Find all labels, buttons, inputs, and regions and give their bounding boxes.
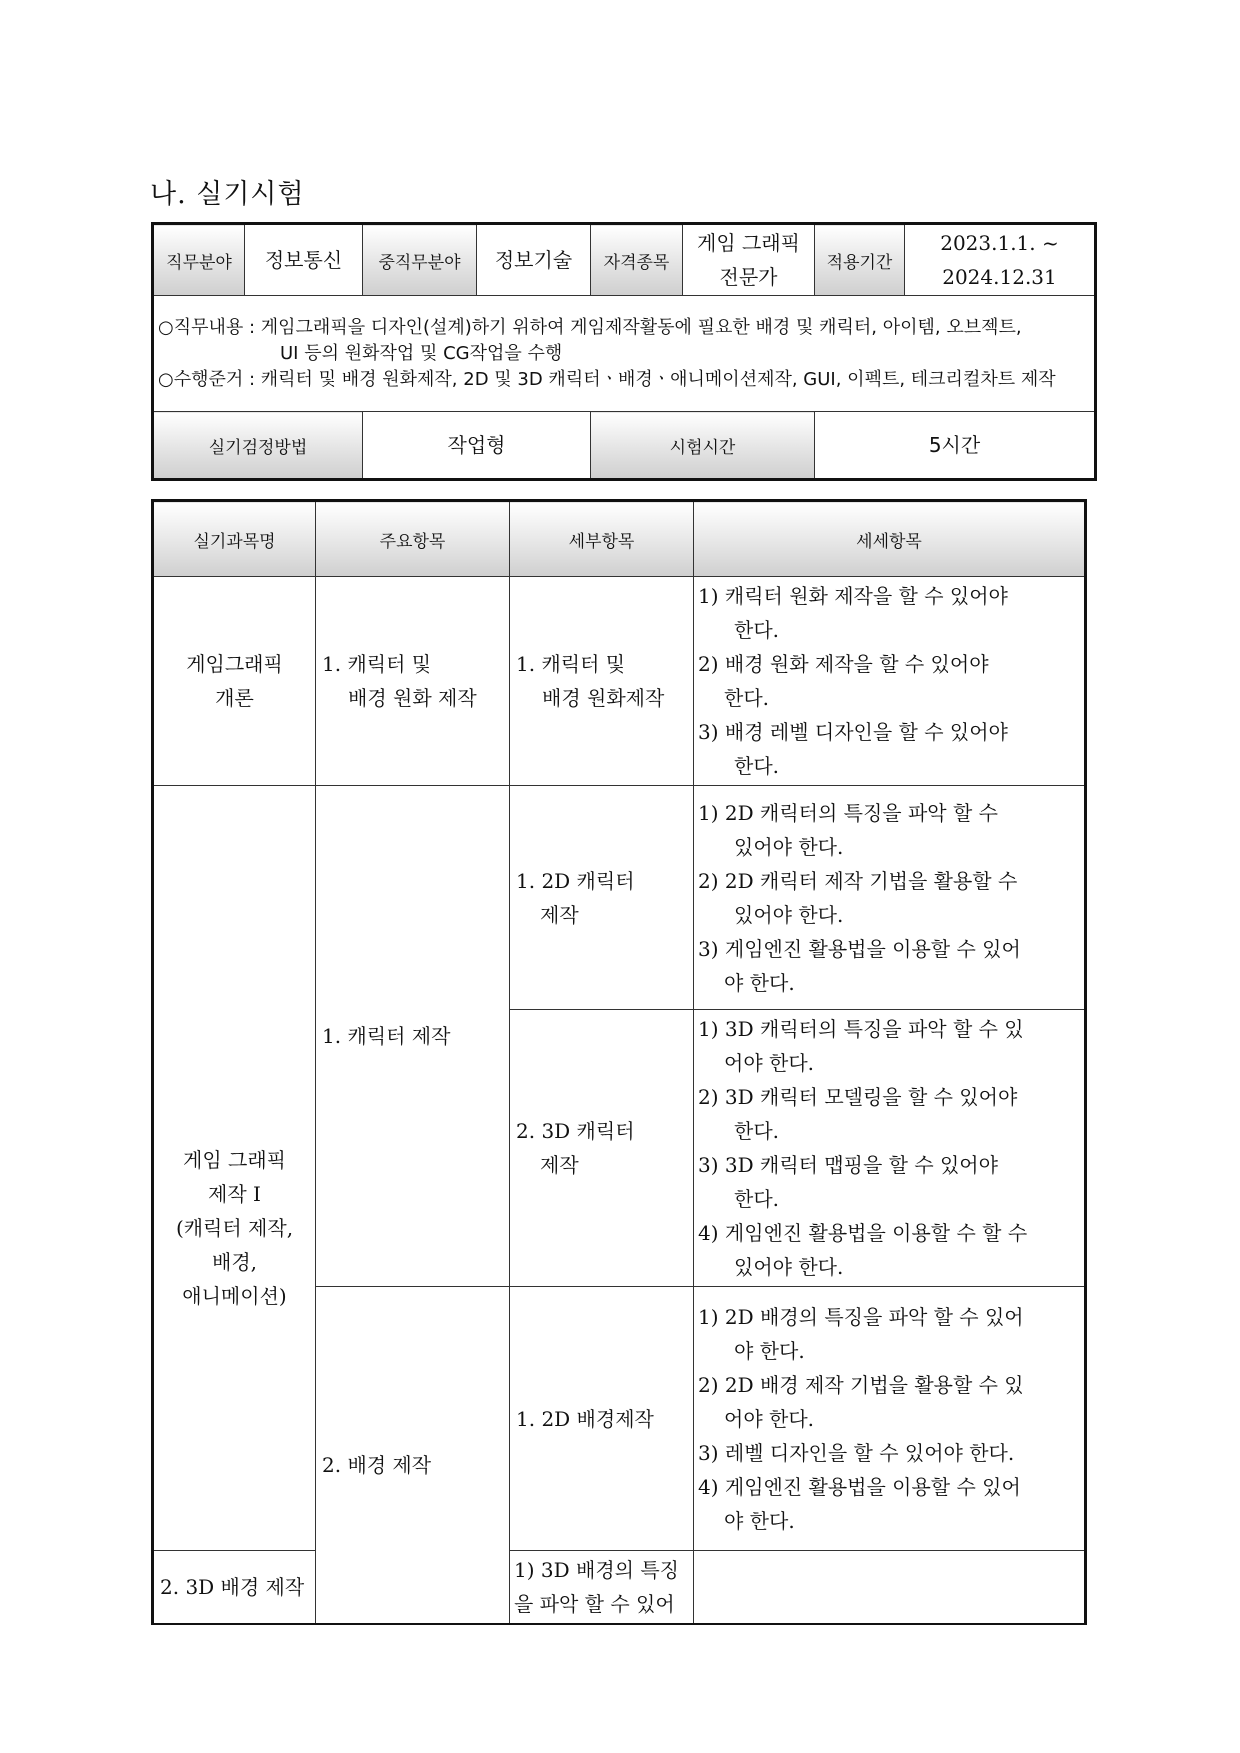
detail-item: 2) 2D 배경 제작 기법을 활용할 수 있 어야 한다. [698, 1372, 1024, 1431]
detail-item: 1) 3D 배경의 특징을 파악 할 수 있어 [514, 1558, 679, 1616]
qualification-value-line1: 게임 그래픽 [697, 231, 800, 255]
subject-line: 게임그래픽 [186, 652, 283, 676]
header-subject: 실기과목명 [153, 501, 316, 577]
header-main-item: 주요항목 [316, 501, 510, 577]
sub-field-label: 중직무분야 [363, 224, 477, 296]
main-item-cell [316, 1287, 510, 1625]
main-item-cell [316, 577, 510, 786]
period-line1: 2023.1.1. ~ [940, 231, 1059, 255]
criteria-line: ○수행준거 : 캐릭터 및 배경 원화제작, 2D 및 3D 캐릭터ㆍ배경ㆍ애니메이션제작, GUI, 이펙트, 테크리컬차트 제작 [158, 368, 1056, 390]
subject-cell [153, 577, 316, 786]
detail-item: 3) 게임엔진 활용법을 이용할 수 있어 야 한다. [698, 936, 1021, 995]
main-item-line: 1. 캐릭터 제작 [322, 1024, 451, 1048]
detail-item: 3) 3D 캐릭터 맵핑을 할 수 있어야 한다. [698, 1153, 998, 1211]
main-item-cell [316, 786, 510, 1287]
sub-item-line: 2. 3D 배경 제작 [160, 1575, 305, 1599]
sub-item-cell [510, 1287, 694, 1551]
detail-item-cell [510, 1551, 694, 1625]
duty-description [153, 296, 1096, 412]
table-row [153, 577, 1086, 786]
qualification-label: 자격종목 [591, 224, 683, 296]
header-sub-item: 세부항목 [510, 501, 694, 577]
detail-item-cell [694, 1287, 1086, 1551]
time-value: 5시간 [815, 412, 1096, 480]
table-row [153, 786, 1086, 1010]
sub-item-line: 배경 원화제작 [542, 686, 665, 710]
detail-item: 3) 배경 레벨 디자인을 할 수 있어야 한다. [698, 720, 1008, 778]
sub-item-cell [510, 1010, 694, 1287]
subject-line: 게임 그래픽 [183, 1148, 286, 1172]
sub-item-line: 2. 3D 캐릭터 [516, 1119, 635, 1143]
section-title: 나. 실기시험 [150, 179, 305, 210]
duty-line1: ○직무내용 : 게임그래픽을 디자인(설계)하기 위하여 게임제작활동에 필요한 배경 및 캐릭터, 아이템, 오브젝트, [158, 316, 1022, 338]
detail-item-cell [694, 1010, 1086, 1287]
sub-field-value: 정보기술 [477, 224, 591, 296]
subject-line: (캐릭터 제작, [175, 1216, 294, 1240]
exam-subject-table [151, 499, 1087, 1625]
method-value: 작업형 [363, 412, 591, 480]
sub-item-line: 1. 2D 배경제작 [516, 1406, 654, 1431]
sub-item-cell [510, 786, 694, 1010]
detail-item: 1) 2D 배경의 특징을 파악 할 수 있어 야 한다. [698, 1304, 1024, 1363]
subject-line: 배경, [212, 1250, 257, 1274]
main-item-line: 2. 배경 제작 [322, 1453, 432, 1477]
period-value [905, 224, 1096, 296]
detail-item: 2) 배경 원화 제작을 할 수 있어야 한다. [698, 652, 989, 710]
header-detail-item: 세세항목 [694, 501, 1086, 577]
main-item-line: 1. 캐릭터 및 [322, 652, 432, 676]
main-item-line: 배경 원화 제작 [348, 686, 477, 710]
detail-item: 1) 캐릭터 원화 제작을 할 수 있어야 한다. [698, 584, 1008, 642]
detail-item: 4) 게임엔진 활용법을 이용할 수 할 수 있어야 한다. [698, 1221, 1028, 1279]
duty-line2: UI 등의 원화작업 및 CG작업을 수행 [280, 342, 563, 364]
sub-item-cell [510, 577, 694, 786]
sub-item-line: 1. 캐릭터 및 [516, 652, 626, 676]
subject-line: 개론 [215, 686, 254, 710]
exam-info-table [151, 222, 1097, 481]
detail-item: 1) 3D 캐릭터의 특징을 파악 할 수 있 어야 한다. [698, 1017, 1024, 1075]
subject-line: 애니메이션) [182, 1284, 287, 1308]
sub-item-line: 1. 2D 캐릭터 [516, 868, 635, 893]
subject-cell [153, 786, 316, 1551]
time-label: 시험시간 [591, 412, 815, 480]
detail-item: 2) 3D 캐릭터 모델링을 할 수 있어야 한다. [698, 1085, 1018, 1143]
detail-item-cell [694, 786, 1086, 1010]
period-label: 적용기간 [815, 224, 905, 296]
detail-item: 4) 게임엔진 활용법을 이용할 수 있어 야 한다. [698, 1474, 1021, 1533]
detail-item: 2) 2D 캐릭터 제작 기법을 활용할 수 있어야 한다. [698, 868, 1018, 927]
qualification-value-line2: 전문가 [719, 265, 778, 289]
job-field-label: 직무분야 [153, 224, 245, 296]
sub-item-line: 제작 [540, 1153, 579, 1177]
job-field-value: 정보통신 [245, 224, 363, 296]
detail-item: 3) 레벨 디자인을 할 수 있어야 한다. [698, 1440, 1015, 1465]
detail-item: 1) 2D 캐릭터의 특징을 파악 할 수 있어야 한다. [698, 800, 998, 859]
period-line2: 2024.12.31 [942, 265, 1057, 289]
qualification-value [683, 224, 815, 296]
sub-item-line: 제작 [540, 902, 579, 927]
subject-line: 제작 I [208, 1182, 261, 1206]
detail-item-cell [694, 577, 1086, 786]
method-label: 실기검정방법 [153, 412, 363, 480]
sub-item-cell [153, 1551, 316, 1625]
table-row [153, 1551, 1086, 1625]
header-row [153, 501, 1086, 577]
